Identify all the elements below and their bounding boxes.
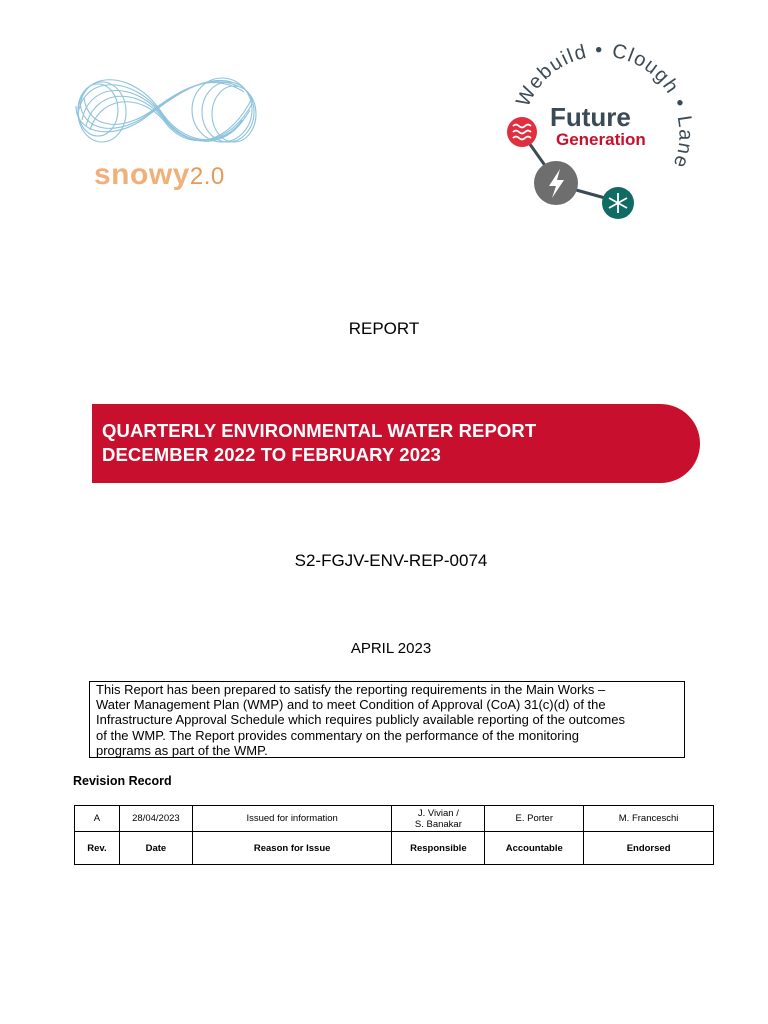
document-number: S2-FGJV-ENV-REP-0074	[294, 551, 488, 570]
title-banner	[92, 404, 700, 483]
purpose-statement-box	[89, 681, 685, 758]
responsible-line: S. Banakar	[414, 818, 462, 830]
responsible-cell	[392, 806, 485, 832]
future-generation-logo	[498, 38, 698, 228]
snowflake-icon	[602, 187, 634, 219]
water-waves-icon	[507, 117, 537, 147]
revision-record-heading: Revision Record	[73, 774, 172, 788]
document-type-label: REPORT	[348, 319, 420, 338]
accountable-cell: E. Porter	[485, 806, 584, 832]
snowy-version: 2.0	[189, 163, 225, 190]
purpose-line: programs as part of the WMP.	[96, 742, 268, 758]
purpose-line: Water Management Plan (WMP) and to meet Condition of Approval (CoA) 31(c)(d) of the	[96, 697, 606, 713]
purpose-line: of the WMP. The Report provides commentary on the performance of the monitoring	[96, 727, 579, 743]
reason-cell: Issued for information	[192, 806, 392, 832]
title-line-1: QUARTERLY ENVIRONMENTAL WATER REPORT	[102, 420, 537, 441]
fgjv-future-text: Future	[550, 102, 631, 132]
snowy-ribbon-icon	[72, 70, 258, 165]
document-date: APRIL 2023	[350, 640, 432, 657]
reason-header: Reason for Issue	[192, 832, 392, 865]
date-cell: 28/04/2023	[119, 806, 192, 832]
purpose-line: Infrastructure Approval Schedule which requires publicly available reporting of the outcomes	[96, 712, 625, 728]
endorsed-header: Endorsed	[584, 832, 714, 865]
endorsed-cell: M. Franceschi	[584, 806, 714, 832]
snowy-wordmark	[94, 158, 225, 192]
rev-header: Rev.	[75, 832, 120, 865]
lightning-bolt-icon	[534, 161, 578, 205]
purpose-line: This Report has been prepared to satisfy the reporting requirements in the Main Works –	[96, 682, 606, 697]
snowy-name: snowy	[94, 158, 190, 191]
date-header: Date	[119, 832, 192, 865]
revision-record-table	[74, 805, 714, 865]
title-line-2: DECEMBER 2022 TO FEBRUARY 2023	[102, 444, 441, 465]
accountable-header: Accountable	[485, 832, 584, 865]
snowy-logo	[72, 70, 258, 195]
fgjv-generation-text: Generation	[556, 130, 646, 149]
table-row	[75, 806, 714, 832]
rev-cell: A	[75, 806, 120, 832]
responsible-line: J. Vivian /	[417, 807, 459, 819]
jv-partners-arc-text: Webuild • Clough • Lane	[512, 39, 697, 172]
responsible-header: Responsible	[392, 832, 485, 865]
table-header-row	[75, 832, 714, 865]
